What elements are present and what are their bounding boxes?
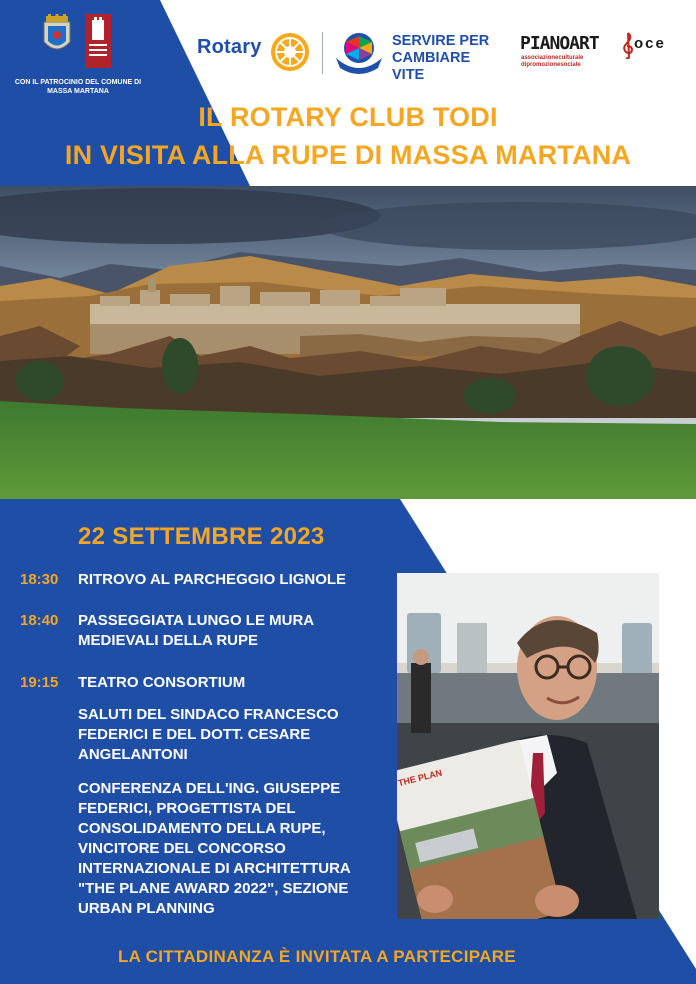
greetings-text: SALUTI DEL SINDACO FRANCESCO FEDERICI E DEL DOTT. CESARE ANGELANTONI: [78, 706, 339, 763]
serve-to-change-lives-icon: [334, 28, 384, 76]
voce-wordmark: oce: [634, 35, 666, 52]
rupe-landscape-photo: [0, 186, 696, 499]
title-line-2: IN VISITA ALLA RUPE DI MASSA MARTANA: [64, 140, 632, 170]
title-line-1: IL ROTARY CLUB TODI: [198, 102, 498, 132]
borghi-piu-belli-logo: [85, 14, 111, 68]
pianoart-wordmark: PIANOART: [520, 33, 599, 54]
servire-text: SERVIRE PER CAMBIARE VITE: [392, 33, 490, 83]
rotary-wheel-icon: [268, 30, 312, 74]
speaker-portrait-photo: [397, 573, 659, 919]
event-date: 22 SETTEMBRE 2023: [78, 523, 325, 550]
patronage-text: CON IL PATROCINIO DEL COMUNE DI MASSA MARTANA: [14, 79, 142, 95]
schedule-text: RITROVO AL PARCHEGGIO LIGNOLE: [78, 571, 347, 588]
schedule-text: PASSEGGIATA LUNGO LE MURA MEDIEVALI DELLA RUPE: [78, 612, 314, 649]
schedule-time: 18:30: [20, 571, 59, 588]
invitation-text: LA CITTADINANZA È INVITATA A PARTECIPARE: [118, 947, 516, 966]
schedule-text: TEATRO CONSORTIUM: [78, 674, 246, 691]
schedule-time: 18:40: [20, 612, 59, 629]
schedule-time: 19:15: [20, 674, 59, 691]
pianoart-voce-logo: [520, 33, 685, 73]
servire-slogan: [392, 33, 492, 84]
book-title: THE PLAN: [397, 767, 444, 789]
massa-martana-crest-icon: [40, 14, 74, 58]
association-subtitle: associazioneculturale dipromozionesociale: [521, 55, 584, 68]
rotary-logo-text: Rotary: [197, 36, 262, 58]
logo-divider: [322, 32, 323, 74]
conference-text: CONFERENZA DELL'ING. GIUSEPPE FEDERICI, PROGETTISTA DEL CONSOLIDAMENTO DELLA RUPE, VINCITORE DEL CONCORSO INTERNAZIONALE DI ARCHITETTURA "THE PLANE AWARD 2022", SEZIONE URBAN PLANNING: [78, 780, 351, 917]
